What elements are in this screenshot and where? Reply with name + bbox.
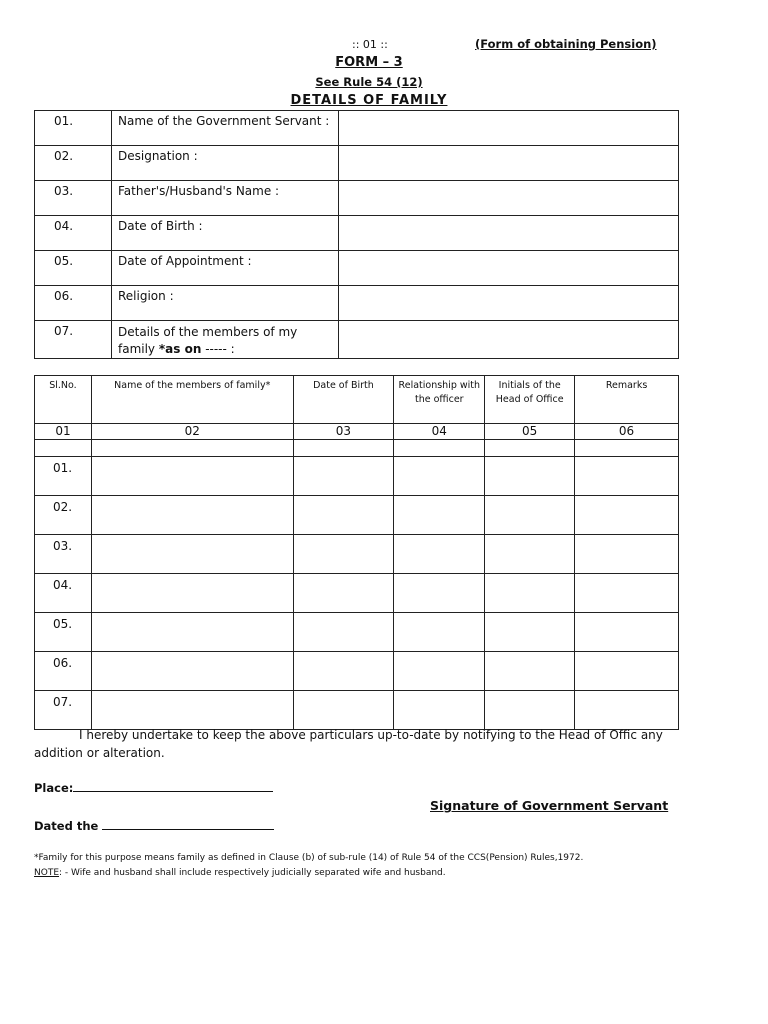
column-header: Date of Birth — [293, 376, 394, 424]
column-number: 01 — [35, 424, 92, 440]
row-label: Religion : — [112, 286, 339, 321]
as-on-blank: ----- : — [205, 342, 235, 356]
signature-label: Signature of Government Servant — [430, 798, 669, 813]
particulars-row — [35, 111, 679, 146]
rule-reference: See Rule 54 (12) — [315, 75, 423, 89]
serial-number: 07. — [35, 691, 92, 730]
serial-number: 02. — [35, 496, 92, 535]
member-name-cell[interactable] — [91, 535, 293, 574]
place-label: Place: — [34, 781, 74, 795]
table-row — [35, 535, 679, 574]
section-title: DETAILS OF FAMILY — [290, 93, 448, 108]
row-label — [112, 321, 339, 359]
table-row — [35, 652, 679, 691]
date-of-birth-field[interactable] — [339, 216, 679, 251]
particulars-row — [35, 286, 679, 321]
table-row — [35, 613, 679, 652]
initials-cell[interactable] — [485, 574, 575, 613]
row-number: 06. — [35, 286, 112, 321]
spacer-row — [35, 440, 679, 457]
place-field[interactable] — [73, 779, 273, 792]
relationship-cell[interactable] — [394, 613, 485, 652]
column-number: 06 — [575, 424, 679, 440]
table-row — [35, 574, 679, 613]
remarks-cell[interactable] — [575, 496, 679, 535]
column-header: Relationship with the officer — [394, 376, 485, 424]
remarks-cell[interactable] — [575, 457, 679, 496]
column-header: Name of the members of family* — [91, 376, 293, 424]
initials-cell[interactable] — [485, 535, 575, 574]
column-number: 03 — [293, 424, 394, 440]
religion-field[interactable] — [339, 286, 679, 321]
dob-cell[interactable] — [293, 691, 394, 730]
row-label: Designation : — [112, 146, 339, 181]
member-name-cell[interactable] — [91, 496, 293, 535]
initials-cell[interactable] — [485, 691, 575, 730]
row-number: 07. — [35, 321, 112, 359]
row-number: 02. — [35, 146, 112, 181]
date-field[interactable] — [102, 817, 274, 830]
dated-row — [34, 817, 274, 833]
particulars-row — [35, 216, 679, 251]
row-label: Date of Birth : — [112, 216, 339, 251]
dob-cell[interactable] — [293, 535, 394, 574]
as-on-label: *as on — [158, 342, 202, 356]
table-row — [35, 691, 679, 730]
relationship-cell[interactable] — [394, 652, 485, 691]
row-number: 03. — [35, 181, 112, 216]
row-label: Name of the Government Servant : — [112, 111, 339, 146]
name-field[interactable] — [339, 111, 679, 146]
dob-cell[interactable] — [293, 652, 394, 691]
relationship-cell[interactable] — [394, 691, 485, 730]
row-label: Date of Appointment : — [112, 251, 339, 286]
form-purpose-tag: (Form of obtaining Pension) — [475, 37, 657, 51]
relationship-cell[interactable] — [394, 574, 485, 613]
relationship-cell[interactable] — [394, 496, 485, 535]
serial-number: 06. — [35, 652, 92, 691]
table-row — [35, 457, 679, 496]
initials-cell[interactable] — [485, 613, 575, 652]
family-footnote: *Family for this purpose means family as defined in Clause (b) of sub-rule (14) of Rule 54 of the CCS(Pension) Rules,1972. — [34, 853, 584, 863]
dob-cell[interactable] — [293, 613, 394, 652]
table-header-row — [35, 376, 679, 424]
column-number: 05 — [485, 424, 575, 440]
place-row — [34, 779, 273, 795]
serial-number: 05. — [35, 613, 92, 652]
family-details-label: Details of the members of my family — [118, 325, 298, 356]
dob-cell[interactable] — [293, 496, 394, 535]
serial-number: 03. — [35, 535, 92, 574]
serial-number: 01. — [35, 457, 92, 496]
table-row — [35, 496, 679, 535]
remarks-cell[interactable] — [575, 691, 679, 730]
member-name-cell[interactable] — [91, 457, 293, 496]
note-line — [34, 868, 446, 878]
member-name-cell[interactable] — [91, 691, 293, 730]
initials-cell[interactable] — [485, 457, 575, 496]
member-name-cell[interactable] — [91, 574, 293, 613]
particulars-row — [35, 321, 679, 359]
row-number: 05. — [35, 251, 112, 286]
undertaking-paragraph — [34, 726, 674, 762]
row-label: Father's/Husband's Name : — [112, 181, 339, 216]
undertaking-text: I hereby undertake to keep the above particulars up-to-date by notifying to the Head of Offic any addition or alteration. — [34, 728, 663, 760]
column-header: Initials of the Head of Office — [485, 376, 575, 424]
designation-field[interactable] — [339, 146, 679, 181]
note-label: NOTE — [34, 868, 60, 878]
particulars-row — [35, 146, 679, 181]
initials-cell[interactable] — [485, 496, 575, 535]
row-number: 04. — [35, 216, 112, 251]
form-title: FORM – 3 — [335, 55, 403, 70]
column-header: Sl.No. — [35, 376, 92, 424]
column-number-row — [35, 424, 679, 440]
row-number: 01. — [35, 111, 112, 146]
particulars-table — [34, 110, 679, 359]
family-details-field[interactable] — [339, 321, 679, 359]
column-header: Remarks — [575, 376, 679, 424]
dated-label: Dated the — [34, 819, 99, 833]
remarks-cell[interactable] — [575, 574, 679, 613]
serial-number: 04. — [35, 574, 92, 613]
father-husband-name-field[interactable] — [339, 181, 679, 216]
family-members-table — [34, 375, 679, 730]
remarks-cell[interactable] — [575, 613, 679, 652]
member-name-cell[interactable] — [91, 613, 293, 652]
relationship-cell[interactable] — [394, 535, 485, 574]
dob-cell[interactable] — [293, 574, 394, 613]
remarks-cell[interactable] — [575, 652, 679, 691]
relationship-cell[interactable] — [394, 457, 485, 496]
date-of-appointment-field[interactable] — [339, 251, 679, 286]
particulars-row — [35, 251, 679, 286]
initials-cell[interactable] — [485, 652, 575, 691]
page-number: :: 01 :: — [352, 38, 388, 51]
note-text: : - Wife and husband shall include respectively judicially separated wife and husband. — [59, 868, 446, 878]
particulars-row — [35, 181, 679, 216]
dob-cell[interactable] — [293, 457, 394, 496]
column-number: 04 — [394, 424, 485, 440]
column-number: 02 — [91, 424, 293, 440]
remarks-cell[interactable] — [575, 535, 679, 574]
member-name-cell[interactable] — [91, 652, 293, 691]
